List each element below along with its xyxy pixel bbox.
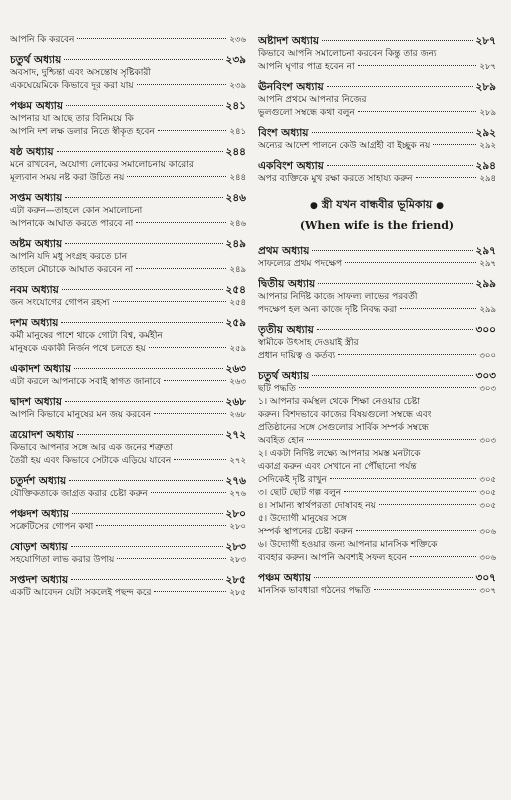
dot-leader [327, 165, 473, 166]
dot-leader [174, 459, 226, 460]
chapter-page: ২৮০ [225, 508, 246, 520]
toc-row-text: ৬। উদ্যোগী হওয়ার জন্য আপনার মানসিক শক্তিকে [258, 540, 438, 550]
toc-row [258, 140, 496, 153]
dot-leader [65, 197, 222, 198]
chapter-page: ২৪৪ [225, 146, 246, 158]
toc-row-text: অপর ব্যক্তিকে মুখ রক্ষা করতে সাহায্য করুন [258, 174, 413, 184]
dot-leader [71, 579, 222, 580]
toc-row-text: অবহিত হোন [258, 436, 305, 446]
toc-row [258, 552, 496, 565]
dot-leader [358, 111, 477, 112]
toc-row-page: ৩০৩ [479, 436, 496, 446]
toc-entry [10, 191, 246, 231]
toc-entry [10, 474, 246, 501]
dot-leader [77, 434, 223, 435]
dot-leader [164, 380, 226, 381]
chapter-heading [258, 80, 496, 94]
toc-row-page: ২৬৩ [229, 377, 246, 387]
toc-row-page: ৩০৫ [479, 501, 496, 511]
toc-entry [258, 277, 496, 317]
chapter-title: ঊনবিংশ অধ্যায় [258, 81, 324, 93]
toc-row-text: ছটি পদ্ধতি [258, 384, 296, 394]
toc-row-text: প্রতিষ্ঠানের সঙ্গে সেগুলোর সার্বিক সম্পর্ক সম্বন্ধে [258, 423, 429, 433]
toc-entry [10, 573, 246, 600]
chapter-heading [10, 395, 246, 409]
toc-row-page: ২৪১ [229, 127, 246, 137]
toc-row-page: ২৪৯ [229, 265, 246, 275]
chapter-title: চতুর্থ অধ্যায় [258, 370, 310, 382]
toc-row-text: একটি আবেদন যেটা সকলেই পছন্দ করে [10, 588, 152, 598]
toc-left-column [10, 34, 246, 606]
dot-leader [71, 546, 223, 547]
toc-row-text: আপনি ঘৃণার পাত্র হবেন না [258, 62, 355, 72]
toc-row-text: মনে রাখবেন, অযোগ্য লোকের সমালোচনায় কারোর [10, 160, 194, 170]
dot-leader [57, 151, 223, 152]
toc-entry [10, 428, 246, 468]
toc-entry [258, 159, 496, 186]
chapter-page: ২৯৭ [475, 245, 496, 257]
toc-row [258, 435, 496, 448]
toc-row-page: ২৩৬ [229, 35, 246, 45]
chapter-title: সপ্তদশ অধ্যায় [10, 574, 69, 586]
toc-row-text: কিভাবে আপনি সমালোচনা করবেন কিন্তু তার জন্য [258, 49, 437, 59]
toc-row-page: ২৮০ [229, 522, 246, 532]
toc-entry [10, 540, 246, 567]
chapter-page: ২৯৯ [475, 278, 496, 290]
dot-leader [96, 525, 226, 526]
toc-row-text: পদক্ষেপ হল অন্য কাজে দৃষ্টি নিবদ্ধ করা [258, 305, 397, 315]
toc-row-page: ৩০০ [479, 351, 496, 361]
bullet-icon: ● [310, 201, 318, 211]
chapter-heading [10, 316, 246, 330]
dot-leader [317, 329, 473, 330]
toc-row-text: ৪। সামান্য স্বার্থপরতা দোষাবহ নয় [258, 501, 376, 511]
dot-leader [312, 250, 472, 251]
dot-leader [416, 177, 477, 178]
toc-row [10, 218, 246, 231]
toc-row-text: একাগ্র করুন এবং সেখানে না পৌঁছানো পর্যন্ত [258, 462, 417, 472]
chapter-heading [10, 99, 246, 113]
chapter-page: ২৪৬ [225, 192, 246, 204]
toc-row-text: আপনি কিভাবে মানুষের মন জয় করবেন [10, 410, 152, 420]
dot-leader [400, 308, 477, 309]
dot-leader [312, 375, 472, 376]
dot-leader [356, 530, 476, 531]
dot-leader [299, 387, 477, 388]
toc-row [10, 376, 246, 389]
toc-row [258, 526, 496, 539]
toc-row-page: ২৪৬ [229, 219, 246, 229]
toc-row-page: ২৭২ [229, 456, 246, 466]
chapter-heading [258, 34, 496, 48]
dot-leader [136, 222, 226, 223]
chapter-page: ২৬৮ [225, 396, 246, 408]
toc-row-text: ১। আপনার কর্মস্থল থেকে শিক্ষা নেওয়ার চেষ্টা [258, 397, 420, 407]
chapter-page: ২৫৯ [225, 317, 246, 329]
toc-row-text: সেদিকেই দৃষ্টি রাখুন [258, 475, 327, 485]
chapter-heading [10, 145, 246, 159]
toc-row-page: ২৯৭ [479, 259, 496, 269]
section-subtitle: (When wife is the friend) [299, 219, 455, 232]
dot-leader [318, 283, 472, 284]
toc-row-page: ২৯২ [479, 141, 496, 151]
toc-row [10, 554, 246, 567]
dot-leader [327, 86, 473, 87]
chapter-page: ৩০৩ [475, 370, 496, 382]
toc-row-page: ২৭৬ [229, 489, 246, 499]
toc-row [258, 350, 496, 363]
toc-row-page: ২৫৪ [229, 298, 246, 308]
toc-row-text: একঘেয়েমিকে কিভাবে দূর করা যায় [10, 81, 134, 91]
toc-row-page: ২৮৩ [229, 555, 246, 565]
toc-row [258, 487, 496, 500]
toc-row-text: অবসাদ, দুশ্চিন্তা এবং অসন্তোষ সৃষ্টিকারী [10, 68, 151, 78]
chapter-heading [258, 244, 496, 258]
toc-row-text: অন্যের আদেশ পালনে কেউ আগ্রহী বা ইচ্ছুক নয় [258, 141, 431, 151]
dot-leader [64, 59, 222, 60]
toc-row-text: ২। একটা নির্দিষ্ট লক্ষ্যে আপনার সমস্ত মনটাকে [258, 449, 421, 459]
chapter-title: তৃতীয় অধ্যায় [258, 324, 314, 336]
dot-leader [74, 368, 222, 369]
chapter-page: ২৯৪ [475, 160, 496, 172]
toc-right-bottom [258, 244, 496, 598]
chapter-page: ২৮৩ [225, 541, 246, 553]
dot-leader [379, 504, 476, 505]
bullet-icon: ● [436, 201, 444, 211]
toc-row [258, 383, 496, 396]
toc-row-text: কর্মী মানুষের পাশে থাকে গোটা বিশ্ব, কর্মহীন [10, 331, 163, 341]
toc-row [258, 61, 496, 74]
chapter-title: ষোড়শ অধ্যায় [10, 541, 68, 553]
dot-leader [62, 289, 223, 290]
toc-row [10, 172, 246, 185]
toc-row-text: আপনার নির্দিষ্ট কাজে সাফল্য লাভের পরবর্তী [258, 292, 418, 302]
toc-entry [258, 126, 496, 153]
chapter-title: পঞ্চম অধ্যায় [10, 100, 64, 112]
chapter-heading [258, 277, 496, 291]
dot-leader [113, 301, 227, 302]
dot-leader [154, 413, 226, 414]
chapter-page: ২৪১ [225, 100, 246, 112]
chapter-title: অষ্টম অধ্যায় [10, 238, 63, 250]
chapter-heading [10, 474, 246, 488]
chapter-title: পঞ্চদশ অধ্যায় [10, 508, 69, 520]
dot-leader [69, 480, 222, 481]
toc-row-text: ৫। উদ্যোগী মানুষের সঙ্গে [258, 514, 347, 524]
toc-row-text: মানুষকে একাকী নির্জন পথে চলতে হয় [10, 344, 146, 354]
chapter-page: ২৮৫ [225, 574, 246, 586]
toc-row-text: তৈরী হয় এবং কিভাবে সেটাকে এড়িয়ে যাবেন [10, 456, 172, 466]
toc-right-column [258, 34, 496, 604]
chapter-heading [258, 369, 496, 383]
chapter-page: ২৩৯ [225, 54, 246, 66]
dot-leader [65, 243, 222, 244]
toc-entry [10, 237, 246, 277]
toc-entry [10, 507, 246, 534]
chapter-title: নবম অধ্যায় [10, 284, 59, 296]
toc-entry [10, 145, 246, 185]
dot-leader [322, 40, 472, 41]
toc-entry [258, 323, 496, 363]
chapter-title: সপ্তম অধ্যায় [10, 192, 63, 204]
toc-row [258, 304, 496, 317]
toc-right-top [258, 34, 496, 186]
toc-row-text: আপনি কি করবেন [10, 35, 75, 45]
toc-row [10, 126, 246, 139]
dot-leader [314, 577, 472, 578]
toc-row-page: ২৯৪ [479, 174, 496, 184]
toc-row [258, 258, 496, 271]
chapter-page: ২৫৪ [225, 284, 246, 296]
toc-row-text: যৌক্তিকতাকে জাগ্রত করার চেষ্টা করুন [10, 489, 148, 499]
toc-row-page: ৩০৭ [479, 586, 496, 596]
toc-row-page: ২৯৯ [479, 305, 496, 315]
toc-row [10, 297, 246, 310]
toc-row-text: এটা করুন—তাহলে কোন সমালোচনা [10, 206, 143, 216]
toc-entry [10, 283, 246, 310]
toc-entry [258, 571, 496, 598]
toc-row [10, 521, 246, 534]
toc-row-text: প্রধান দায়িত্ব ও কর্তব্য [258, 351, 336, 361]
section-title-text: স্ত্রী যখন বান্ধবীর ভূমিকায় [321, 198, 433, 211]
dot-leader [151, 492, 227, 493]
toc-row-page: ২৪৪ [229, 173, 246, 183]
chapter-heading [258, 126, 496, 140]
dot-leader [410, 556, 476, 557]
toc-row-page: ৩০৩ [479, 384, 496, 394]
toc-row-text: আপনি যদি মধু সংগ্রহ করতে চান [10, 252, 128, 262]
chapter-title: ত্রয়োদশ অধ্যায় [10, 429, 74, 441]
chapter-title: বিংশ অধ্যায় [258, 127, 309, 139]
chapter-heading [10, 573, 246, 587]
toc-row [10, 409, 246, 422]
toc-row-page: ২৩৯ [229, 81, 246, 91]
dot-leader [77, 38, 226, 39]
toc-entry [10, 99, 246, 139]
toc-row [10, 455, 246, 468]
dot-leader [358, 65, 477, 66]
dot-leader [374, 589, 477, 590]
chapter-heading [10, 283, 246, 297]
toc-row [258, 585, 496, 598]
chapter-heading [258, 323, 496, 337]
chapter-title: দ্বাদশ অধ্যায় [10, 396, 62, 408]
chapter-page: ২৯২ [475, 127, 496, 139]
toc-row [10, 488, 246, 501]
chapter-page: ২৮৭ [475, 35, 496, 47]
dot-leader [136, 268, 226, 269]
toc-row-text: সাফল্যের প্রথম পদক্ষেপ [258, 259, 343, 269]
chapter-title: পঞ্চম অধ্যায় [258, 572, 312, 584]
toc-row-page: ২৮৫ [229, 588, 246, 598]
toc-row-text: মূল্যবান সময় নষ্ট করা উচিত নয় [10, 173, 125, 183]
toc-row-page: ২৬৮ [229, 410, 246, 420]
dot-leader [338, 354, 476, 355]
toc-row-text: ভুলগুলো সম্বন্ধে কথা বলুন [258, 108, 355, 118]
chapter-title: একবিংশ অধ্যায় [258, 160, 324, 172]
chapter-title: ষষ্ঠ অধ্যায় [10, 146, 54, 158]
chapter-title: প্রথম অধ্যায় [258, 245, 310, 257]
toc-row-text: কিভাবে আপনার সঙ্গে আর এক জনের শত্রুতা [10, 443, 173, 453]
toc-row-text: ৩। ছোট ছোট গল্প বলুন [258, 488, 342, 498]
toc-row-text: এটা করলে আপনাকে সবাই স্বাগত জানাবে [10, 377, 161, 387]
chapter-page: ২৪৯ [225, 238, 246, 250]
toc-row [258, 474, 496, 487]
dot-leader [117, 558, 226, 559]
chapter-page: ২৬৩ [225, 363, 246, 375]
chapter-page: ২৮৯ [475, 81, 496, 93]
dot-leader [154, 591, 226, 592]
chapter-heading [10, 540, 246, 554]
toc-row-page: ৩০৫ [479, 488, 496, 498]
dot-leader [330, 478, 477, 479]
dot-leader [149, 347, 227, 348]
toc-row-page: ২৫৯ [229, 344, 246, 354]
toc-entry [258, 80, 496, 120]
chapter-page: ৩০০ [475, 324, 496, 336]
toc-row-page: ২৮৯ [479, 108, 496, 118]
toc-entry [10, 34, 246, 47]
chapter-title: দশম অধ্যায় [10, 317, 59, 329]
chapter-heading [10, 53, 246, 67]
toc-row-text: ব্যবহার করুন। আপনি অবশ্যই সফল হবেন [258, 553, 407, 563]
chapter-heading [10, 362, 246, 376]
toc-row-page: ২৮৭ [479, 62, 496, 72]
chapter-heading [10, 428, 246, 442]
chapter-heading [258, 571, 496, 585]
toc-entry [10, 53, 246, 93]
toc-row-text: আপনি দশ লক্ষ ডলার নিতে স্বীকৃত হবেন [10, 127, 155, 137]
dot-leader [433, 144, 476, 145]
dot-leader [307, 439, 476, 440]
toc-entry [10, 395, 246, 422]
toc-row-page: ৩০৬ [479, 527, 496, 537]
section-title [258, 196, 496, 215]
toc-entry [258, 244, 496, 271]
toc-entry [258, 369, 496, 565]
chapter-page: ৩০৭ [475, 572, 496, 584]
chapter-heading [10, 191, 246, 205]
dot-leader [72, 513, 223, 514]
toc-row-text: আপনার যা আছে তার বিনিময়ে কি [10, 114, 134, 124]
toc-row [10, 587, 246, 600]
chapter-title: চতুর্থ অধ্যায় [10, 54, 62, 66]
toc-row-page: ৩০৫ [479, 475, 496, 485]
toc-row [10, 34, 246, 47]
chapter-heading [10, 507, 246, 521]
toc-entry [10, 362, 246, 389]
chapter-title: দ্বিতীয় অধ্যায় [258, 278, 316, 290]
dot-leader [66, 105, 222, 106]
toc-row-text: সম্পর্ক স্থাপনের চেষ্টা করুন [258, 527, 353, 537]
toc-entry [258, 34, 496, 74]
toc-row-page: ৩০৬ [479, 553, 496, 563]
dot-leader [344, 491, 476, 492]
toc-row-text: তাহলে মৌচাকে আঘাত করবেন না [10, 265, 134, 275]
toc-row-text: আপনি প্রথমে আপনার নিজের [258, 95, 367, 105]
toc-row-text: করুন। বিশদভাবে কাজের বিষয়গুলো সম্বন্ধে এবং [258, 410, 432, 420]
dot-leader [137, 84, 227, 85]
dot-leader [312, 132, 473, 133]
dot-leader [65, 401, 223, 402]
toc-row-text: মানসিক ভাবধারা গঠনের পদ্ধতি [258, 586, 371, 596]
chapter-heading [258, 159, 496, 173]
chapter-title: চতুর্দশ অধ্যায় [10, 475, 67, 487]
chapter-page: ২৭২ [225, 429, 246, 441]
toc-row [258, 173, 496, 186]
toc-row [258, 500, 496, 513]
chapter-title: একাদশ অধ্যায় [10, 363, 72, 375]
toc-row-text: জন সংযোগের গোপন রহস্য [10, 298, 110, 308]
toc-row [10, 80, 246, 93]
chapter-page: ২৭৬ [225, 475, 246, 487]
dot-leader [61, 322, 222, 323]
dot-leader [345, 262, 476, 263]
toc-row [10, 343, 246, 356]
toc-row-text: সহযোগিতা লাভ করার উপায় [10, 555, 115, 565]
toc-entry [10, 316, 246, 356]
dot-leader [158, 130, 227, 131]
chapter-title: অষ্টাদশ অধ্যায় [258, 35, 320, 47]
chapter-heading [10, 237, 246, 251]
toc-row-text: আপনাকে আঘাত করতে পারবে না [10, 219, 134, 229]
toc-row [258, 107, 496, 120]
toc-row [10, 264, 246, 277]
toc-row-text: সক্রেটিসের গোপন কথা [10, 522, 94, 532]
dot-leader [127, 176, 226, 177]
toc-row-text: স্বামীকে উৎসাহ দেওয়াই স্ত্রীর [258, 338, 359, 348]
